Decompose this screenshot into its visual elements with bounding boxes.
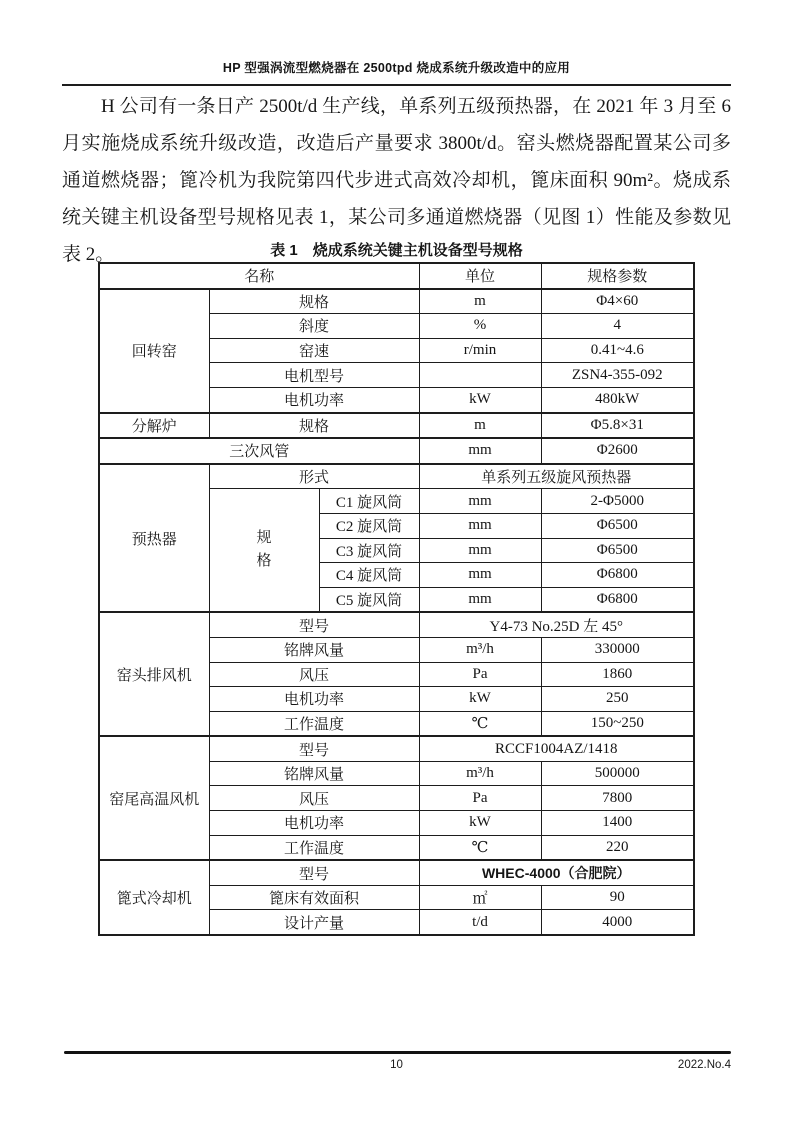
table-cell: t/d: [419, 910, 541, 935]
table-cell: 电机型号: [209, 363, 419, 388]
table-cell: ㎡: [419, 885, 541, 910]
table-cell: Φ2600: [541, 438, 694, 464]
table-cell: m: [419, 289, 541, 314]
table-cell: C1 旋风筒: [319, 489, 419, 514]
table-cell: 4000: [541, 910, 694, 935]
table-cell: Pa: [419, 662, 541, 687]
table-cell: 设计产量: [209, 910, 419, 935]
table-cell: kW: [419, 811, 541, 836]
page-number: 10: [390, 1059, 403, 1071]
table-row: [99, 464, 694, 489]
footer-rule: [64, 1051, 731, 1054]
table-cell: 风压: [209, 662, 419, 687]
table-cell: %: [419, 314, 541, 339]
table-cell: m³/h: [419, 637, 541, 662]
table-row: [99, 860, 694, 885]
table-cell: C4 旋风筒: [319, 563, 419, 588]
table-cell: kW: [419, 687, 541, 712]
table-cell: 7800: [541, 786, 694, 811]
table-row: [99, 263, 694, 289]
table-cell: 1400: [541, 811, 694, 836]
table-cell: Pa: [419, 786, 541, 811]
vertical-cell-text: 规格: [256, 530, 272, 570]
table-cell: mm: [419, 489, 541, 514]
table-cell: 斜度: [209, 314, 419, 339]
table-cell: 铭牌风量: [209, 761, 419, 786]
table-cell: 500000: [541, 761, 694, 786]
table-cell: mm: [419, 538, 541, 563]
spec-table-body: [99, 263, 694, 935]
table-cell: 窑头排风机: [99, 612, 209, 736]
table-cell: 电机功率: [209, 387, 419, 412]
table-cell: WHEC-4000（合肥院）: [419, 860, 694, 885]
table-cell: Φ6500: [541, 513, 694, 538]
table-row: [99, 413, 694, 439]
table-row: [99, 438, 694, 464]
table-cell: C2 旋风筒: [319, 513, 419, 538]
table-cell: Φ5.8×31: [541, 413, 694, 439]
table-cell: 0.41~4.6: [541, 338, 694, 363]
table-row: [99, 612, 694, 637]
table-cell: ℃: [419, 711, 541, 736]
table-cell: 三次风管: [99, 438, 419, 464]
table-cell: mm: [419, 513, 541, 538]
table-cell: 形式: [209, 464, 419, 489]
table-cell: 窑尾高温风机: [99, 736, 209, 860]
table-cell: 型号: [209, 612, 419, 637]
issue-label: 2022.No.4: [677, 1059, 731, 1071]
table-cell: Y4-73 No.25D 左 45°: [419, 612, 694, 637]
table-cell: 工作温度: [209, 835, 419, 860]
table-cell: 篦式冷却机: [99, 860, 209, 935]
table-cell: 风压: [209, 786, 419, 811]
table-cell: 规格: [209, 413, 419, 439]
spec-table: [98, 262, 695, 936]
table-cell: C5 旋风筒: [319, 587, 419, 612]
table-cell: 分解炉: [99, 413, 209, 439]
table-cell: 480kW: [541, 387, 694, 412]
table-cell: 220: [541, 835, 694, 860]
table-cell: [419, 363, 541, 388]
table-cell: 电机功率: [209, 811, 419, 836]
running-head-title: HP 型强涡流型燃烧器在 2500tpd 烧成系统升级改造中的应用: [222, 61, 571, 75]
table-cell: Φ4×60: [541, 289, 694, 314]
table-cell: 规格: [209, 289, 419, 314]
table-cell: mm: [419, 563, 541, 588]
header-rule: [62, 84, 731, 86]
table-cell: ZSN4-355-092: [541, 363, 694, 388]
table-cell: kW: [419, 387, 541, 412]
table-cell: 型号: [209, 736, 419, 761]
table-cell: mm: [419, 438, 541, 464]
table-cell: 单系列五级旋风预热器: [419, 464, 694, 489]
table-cell: 330000: [541, 637, 694, 662]
table-cell: 窑速: [209, 338, 419, 363]
table-cell: 回转窑: [99, 289, 209, 413]
table-cell: RCCF1004AZ/1418: [419, 736, 694, 761]
table-cell: 名称: [99, 263, 419, 289]
table-caption: 表 1 烧成系统关键主机设备型号规格: [270, 242, 523, 259]
table-cell: 250: [541, 687, 694, 712]
table-cell: r/min: [419, 338, 541, 363]
table-row: [99, 736, 694, 761]
table-cell: 篦床有效面积: [209, 885, 419, 910]
table-cell: C3 旋风筒: [319, 538, 419, 563]
table-cell: 90: [541, 885, 694, 910]
table-cell: 电机功率: [209, 687, 419, 712]
table-cell: Φ6500: [541, 538, 694, 563]
body-paragraph: H 公司有一条日产 2500t/d 生产线，单系列五级预热器，在 2021 年 3 月至 6 月实施烧成系统升级改造，改造后产量要求 3800t/d。窑头燃烧器配置某公司多通道燃烧器；篦冷机为我院第四代步进式高效冷却机，篦床面积 90m²。烧成系统关键主机设备型号规格见表 1，某公司多通道燃烧器（见图 1）性能及参数见表 2。: [62, 96, 731, 265]
table-cell: Φ6800: [541, 587, 694, 612]
table-cell: 1860: [541, 662, 694, 687]
table-cell: Φ6800: [541, 563, 694, 588]
table-cell: 型号: [209, 860, 419, 885]
table-cell: 单位: [419, 263, 541, 289]
table-cell: m: [419, 413, 541, 439]
table-cell: 预热器: [99, 464, 209, 613]
table-cell: m³/h: [419, 761, 541, 786]
table-cell: mm: [419, 587, 541, 612]
table-cell: 150~250: [541, 711, 694, 736]
table-cell: 铭牌风量: [209, 637, 419, 662]
table-cell: 2-Φ5000: [541, 489, 694, 514]
table-cell: 规格参数: [541, 263, 694, 289]
table-cell: 工作温度: [209, 711, 419, 736]
table-cell: [209, 489, 319, 612]
table-cell: ℃: [419, 835, 541, 860]
table-row: [99, 289, 694, 314]
table-cell: 4: [541, 314, 694, 339]
